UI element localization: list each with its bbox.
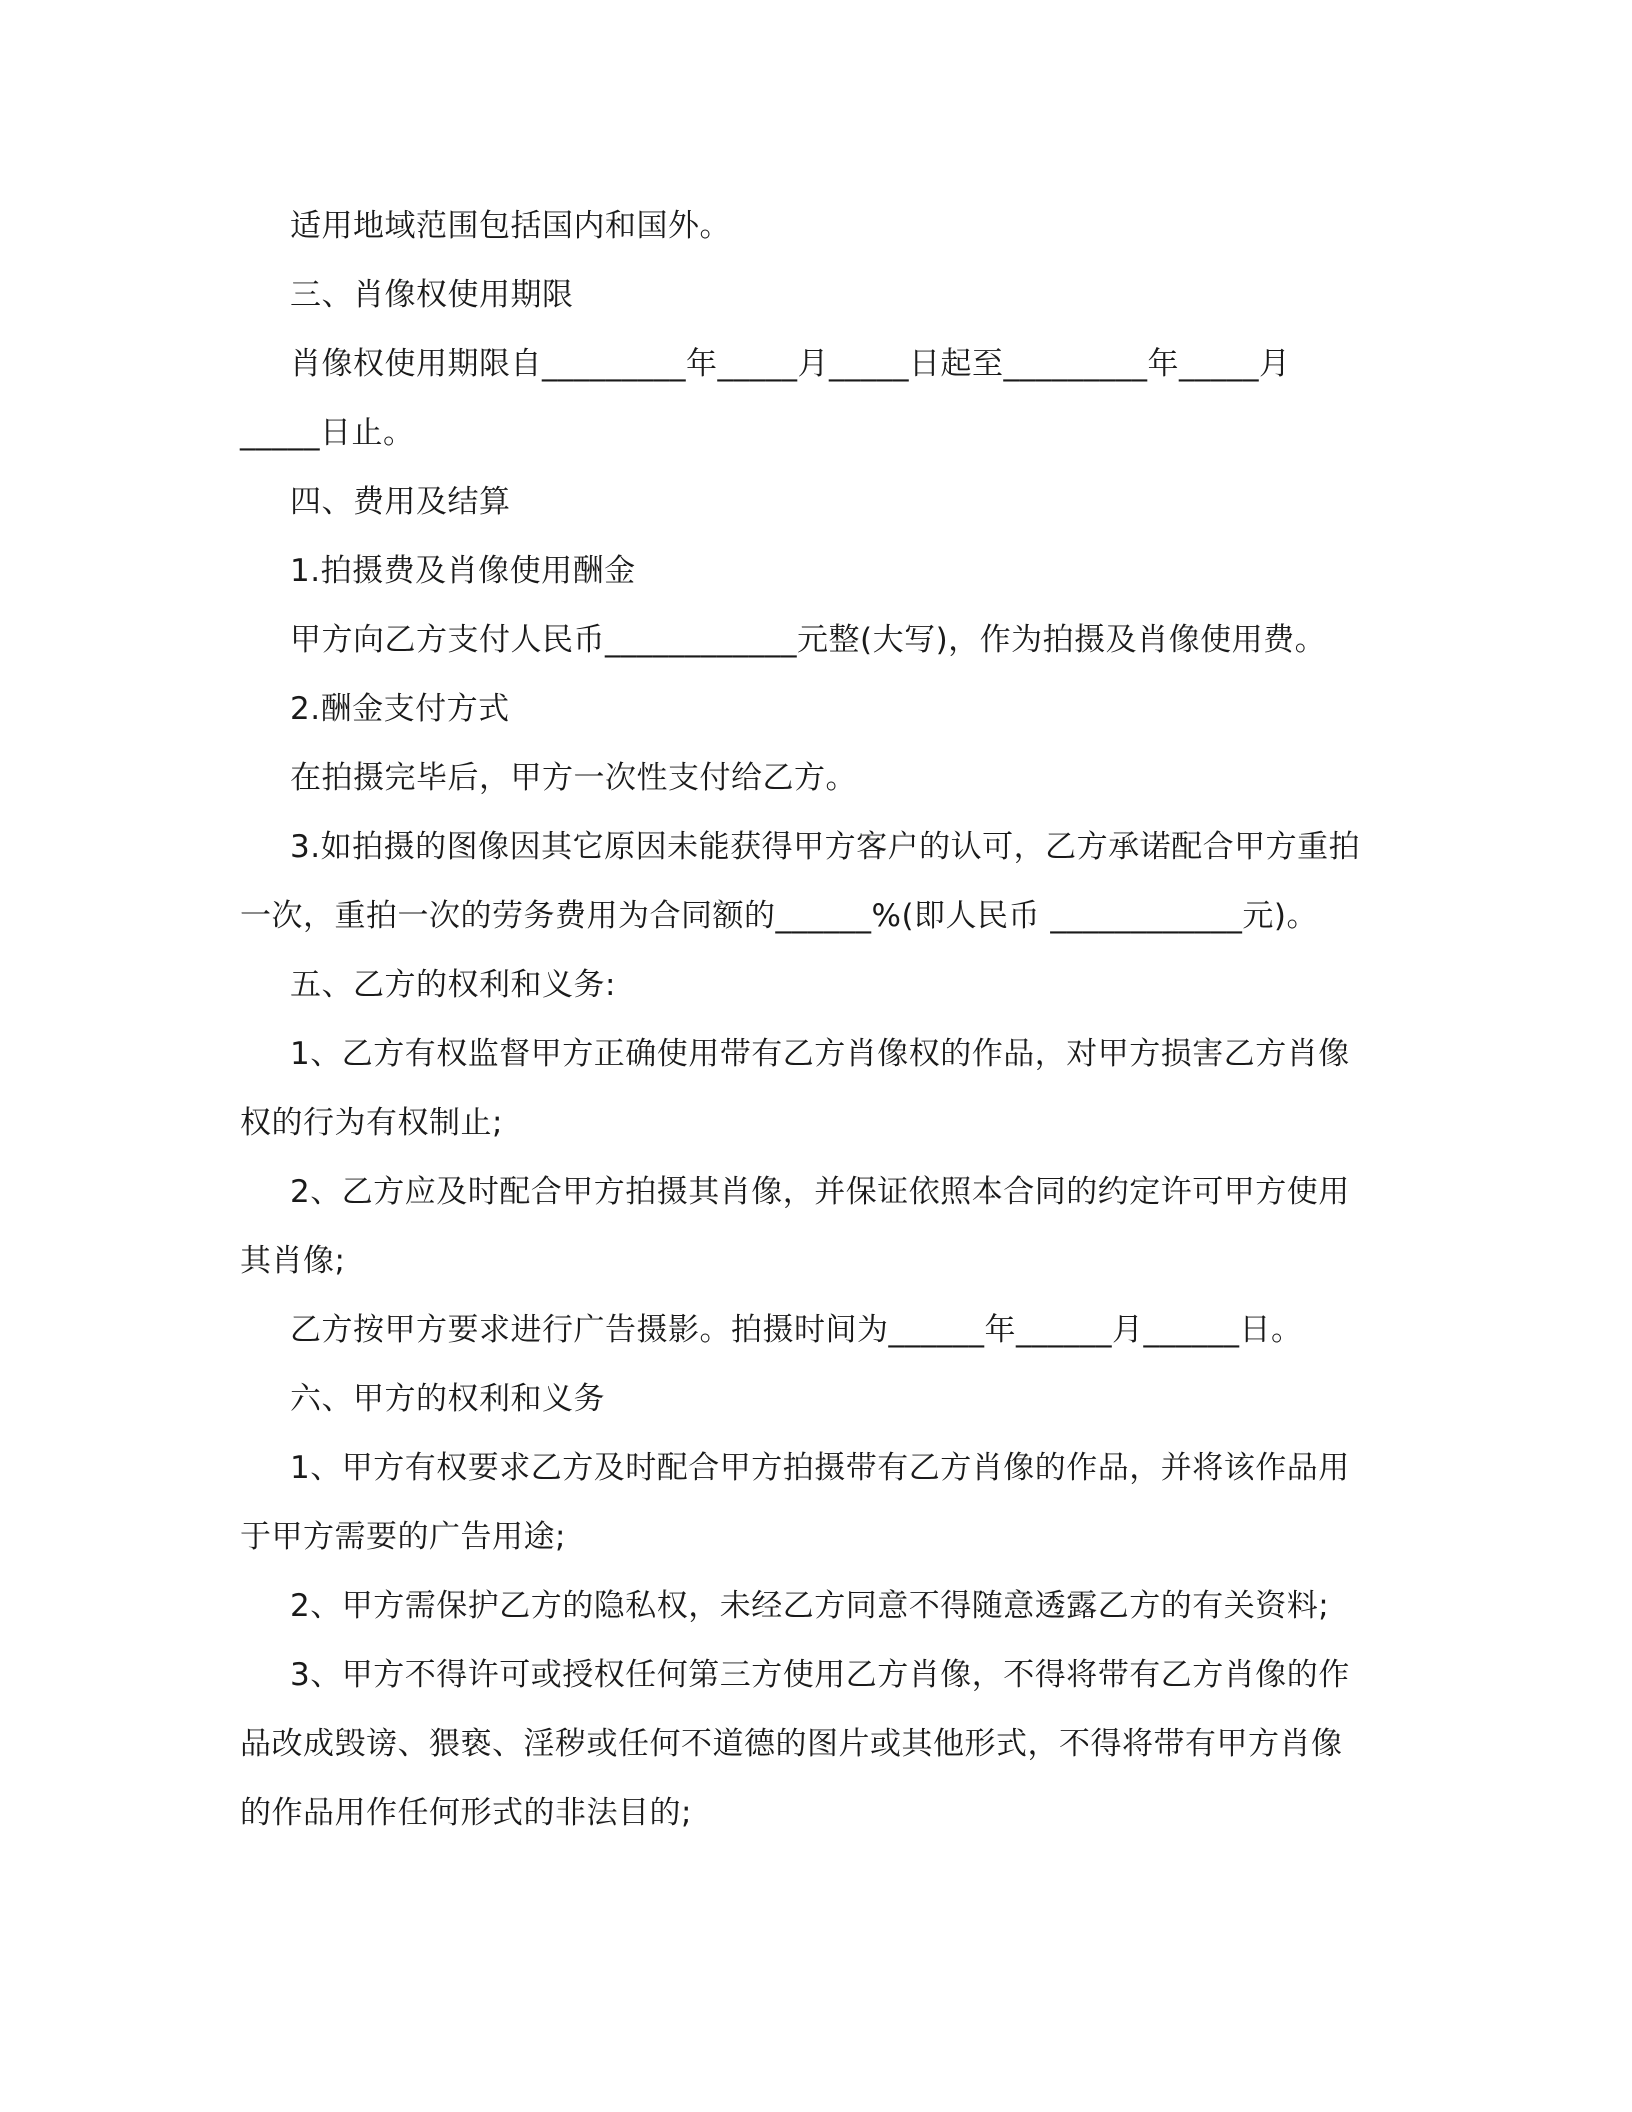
section-heading: 四、费用及结算 [290, 484, 511, 520]
paragraph-line: 2、甲方需保护乙方的隐私权，未经乙方同意不得随意透露乙方的有关资料; [290, 1588, 1330, 1624]
subsection-heading: 2.酬金支付方式 [290, 691, 510, 727]
paragraph-line: 在拍摄完毕后，甲方一次性支付给乙方。 [290, 760, 857, 796]
paragraph-line: _____日止。 [240, 415, 415, 451]
paragraph-line: 1、乙方有权监督甲方正确使用带有乙方肖像权的作品，对甲方损害乙方肖像 [290, 1036, 1350, 1072]
paragraph-line: 3.如拍摄的图像因其它原因未能获得甲方客户的认可，乙方承诺配合甲方重拍 [290, 829, 1361, 865]
section-heading: 五、乙方的权利和义务: [290, 967, 616, 1003]
paragraph-line: 适用地域范围包括国内和国外。 [290, 208, 731, 244]
paragraph-line: 于甲方需要的广告用途; [240, 1519, 566, 1555]
paragraph-line: 甲方向乙方支付人民币____________元整(大写)，作为拍摄及肖像使用费。 [290, 622, 1327, 658]
paragraph-line: 肖像权使用期限自_________年_____月_____日起至_________年_____月 [290, 346, 1291, 382]
paragraph-line: 权的行为有权制止; [240, 1105, 503, 1141]
paragraph-line: 其肖像; [240, 1243, 346, 1279]
section-heading: 三、肖像权使用期限 [290, 277, 574, 313]
paragraph-line: 2、乙方应及时配合甲方拍摄其肖像，并保证依照本合同的约定许可甲方使用 [290, 1174, 1350, 1210]
paragraph-line: 3、甲方不得许可或授权任何第三方使用乙方肖像，不得将带有乙方肖像的作 [290, 1657, 1350, 1693]
section-heading: 六、甲方的权利和义务 [290, 1381, 605, 1417]
paragraph-line: 的作品用作任何形式的非法目的; [240, 1795, 692, 1831]
paragraph-line: 一次，重拍一次的劳务费用为合同额的______%(即人民币 ____________元)。 [240, 898, 1318, 934]
paragraph-line: 1、甲方有权要求乙方及时配合甲方拍摄带有乙方肖像的作品，并将该作品用 [290, 1450, 1350, 1486]
subsection-heading: 1.拍摄费及肖像使用酬金 [290, 553, 636, 589]
paragraph-line: 乙方按甲方要求进行广告摄影。拍摄时间为______年______月______日。 [290, 1312, 1303, 1348]
paragraph-line: 品改成毁谤、猥亵、淫秽或任何不道德的图片或其他形式，不得将带有甲方肖像 [240, 1726, 1343, 1762]
